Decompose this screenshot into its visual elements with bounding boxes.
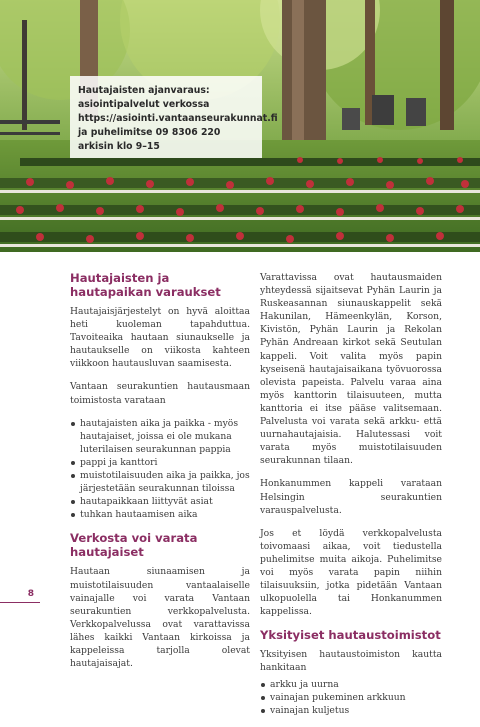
list-item: hautajaisten aika ja paikka - myös hautajaiset, joissa ei ole mukana luterilaisen seurakunnan pappia xyxy=(70,417,250,456)
right-column xyxy=(260,271,442,727)
paragraph: Honkanummen kappeli varataan Helsingin seurakuntien varauspalvelusta. xyxy=(260,478,442,516)
bookings-list xyxy=(70,417,250,522)
paragraph: Varattavissa ovat hautausmaiden yhteydessä sijaitsevat Pyhän Laurin ja Ruskeasannan siunauskappelit sekä Hakunilan, Hämeenkylän, Korson, Kivistön, Pyhän Laurin ja Rekolan Pyhän Andreaan kirkot sekä Seutulan kappeli. Voit valita myös papin kyseisenä hautajaisaikana työvuorossa olevista papeista. Palvelu varaa aina myös kanttorin tilaisuuteen, mutta kanttoria ei itse pääse valitsemaan. Palvelusta voi varata sekä arkku- että uurnahautajaisia. Halutessasi voit varata myös muistotilaisuuden seurakunnan tilaan. xyxy=(260,272,442,467)
paragraph: Hautajaisjärjestelyt on hyvä aloittaa heti kuoleman tapahduttua. Tavoiteaika hautaan siunaukselle ja hautaukselle on viikosta kahteen viikkoon hautausluvan saamisesta. xyxy=(70,306,250,370)
info-url-link[interactable]: https://asiointi.vantaanseurakunnat.fi xyxy=(78,113,278,124)
page-number: 8 xyxy=(0,589,40,603)
booking-info-box xyxy=(70,76,278,158)
paragraph: Hautaan siunaamisen ja muistotilaisuuden vantaalaiselle vainajalle voi varata Vantaan seurakuntien verkkopalvelusta. Verkkopalvelussa ovat varattavissa lähes kaikki Vantaan kirkoissa ja kappeleissa tarjolla olevat hautajaisajat. xyxy=(70,566,250,670)
heading-bookings xyxy=(70,271,250,299)
paragraph: Jos et löydä verkkopalvelusta toivomaasi aikaa, voit tiedustella puhelimitse muita aikoja. Puhelimitse voi myös varata papin niihin tilaisuuksiin, jotka pidetään Vantaan ulkopuolella tai Honkanummen kappelissa. xyxy=(260,527,442,618)
list-item: vainajan kuljetus xyxy=(260,704,442,717)
left-column xyxy=(70,271,250,680)
info-phone: ja puhelimitse 09 8306 220 xyxy=(78,127,221,138)
info-title: Hautajaisten ajanvaraus: xyxy=(78,85,210,96)
paragraph: Yksityisen hautaustoimiston kautta hankitaan xyxy=(260,649,442,674)
heading-funeral-homes: Yksityiset hautaustoimistot xyxy=(260,628,441,643)
heading-online-booking: Verkosta voi varata hautajaiset xyxy=(70,531,198,560)
info-hours: arkisin klo 9–15 xyxy=(78,141,160,152)
list-item: muistotilaisuuden aika ja paikka, jos järjestetään seurakunnan tiloissa xyxy=(70,469,250,495)
funeral-home-list xyxy=(260,678,442,717)
list-item: pappi ja kanttori xyxy=(70,456,250,469)
list-item: arkku ja uurna xyxy=(260,678,442,691)
list-item: tuhkan hautaamisen aika xyxy=(70,508,250,521)
heading-bookings-line1: Hautajaisten ja xyxy=(70,271,170,285)
info-online-label: asiointipalvelut verkossa xyxy=(78,99,210,110)
paragraph: Vantaan seurakuntien hautausmaan toimistosta varataan xyxy=(70,381,250,406)
list-item: hautapaikkaan liittyvät asiat xyxy=(70,495,250,508)
heading-bookings-line2: hautapaikan varaukset xyxy=(70,285,221,299)
list-item: vainajan pukeminen arkkuun xyxy=(260,691,442,704)
